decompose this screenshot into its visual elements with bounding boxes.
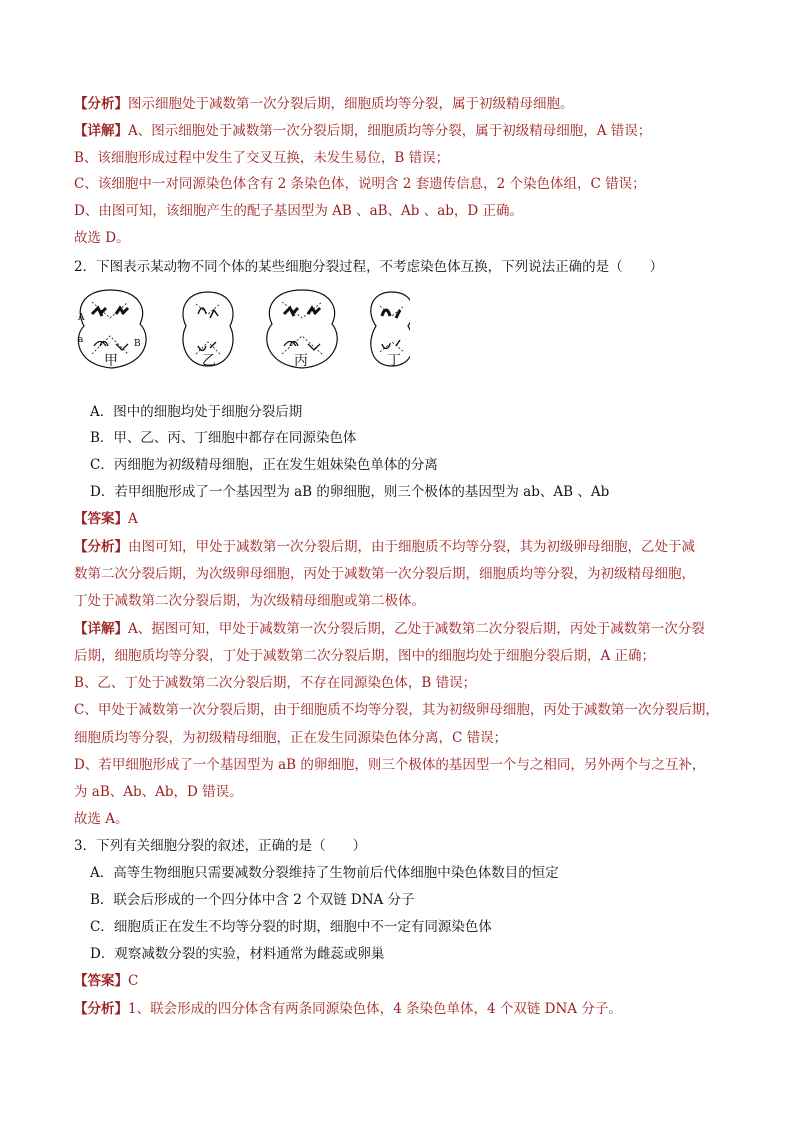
section-tag: 【分析】 xyxy=(74,539,128,555)
line-text: 细胞质均等分裂，为初级精母细胞，正在发生同源染色体分离，C 错误； xyxy=(74,730,508,746)
line-text: 由图可知，甲处于减数第一次分裂后期，由于细胞质不均等分裂，其为初级卵母细胞，乙处于减 xyxy=(128,539,695,555)
line-text: A、据图可知，甲处于减数第一次分裂后期，乙处于减数第二次分裂后期，丙处于减数第一次分裂 xyxy=(128,621,705,637)
text-line xyxy=(90,403,302,421)
line-text: 2．下图表示某动物不同个体的某些细胞分裂过程，不考虑染色体互换，下列说法正确的是（ ） xyxy=(74,259,664,275)
line-text: D．若甲细胞形成了一个基因型为 aB 的卵细胞，则三个极体的基因型为 ab、AB 、Ab xyxy=(90,484,610,500)
line-text: B、该细胞形成过程中发生了交叉互换，未发生易位，B 错误； xyxy=(74,150,450,166)
text-line xyxy=(74,122,651,140)
section-tag: 【分析】 xyxy=(74,96,128,112)
text-line xyxy=(90,429,356,447)
section-tag: 【答案】 xyxy=(74,511,128,527)
caption-yi: 乙 xyxy=(202,353,216,369)
text-line xyxy=(74,647,655,665)
text-line xyxy=(74,592,425,610)
text-line xyxy=(74,538,695,556)
line-text: A xyxy=(128,511,138,527)
text-line xyxy=(74,810,129,828)
text-line xyxy=(74,674,476,692)
text-line xyxy=(74,837,366,855)
label-A: A xyxy=(78,313,85,323)
section-tag: 【答案】 xyxy=(74,973,128,989)
text-line xyxy=(74,1000,622,1018)
line-text: 为 aB、Ab、Ab，D 错误。 xyxy=(74,784,243,800)
text-line xyxy=(90,945,384,963)
line-text: 1、联会形成的四分体含有两条同源染色体，4 条染色单体，4 个双链 DNA 分子。 xyxy=(128,1001,622,1017)
line-text: A．高等生物细胞只需要减数分裂维持了生物前后代体细胞中染色体数目的恒定 xyxy=(90,865,559,881)
text-line xyxy=(90,864,559,882)
line-text: C、甲处于减数第一次分裂后期，由于细胞质不均等分裂，其为初级卵母细胞，丙处于减数第一次分裂后期， xyxy=(74,702,719,718)
text-line xyxy=(90,456,438,474)
line-text: D、若甲细胞形成了一个基因型为 aB 的卵细胞，则三个极体的基因型一个与之相同，另外两个与之互补， xyxy=(74,757,706,773)
label-a: a xyxy=(78,335,84,345)
text-line xyxy=(74,95,574,113)
text-line xyxy=(74,756,705,774)
text-line xyxy=(74,258,663,276)
line-text: 图示细胞处于减数第一次分裂后期，细胞质均等分裂，属于初级精母细胞。 xyxy=(128,96,574,112)
line-text: 数第二次分裂后期，为次级卵母细胞，丙处于减数第一次分裂后期，细胞质均等分裂，为初级精母细胞， xyxy=(74,566,695,582)
text-line xyxy=(74,229,130,247)
line-text: B．甲、乙、丙、丁细胞中都存在同源染色体 xyxy=(90,430,357,446)
text-line xyxy=(74,701,719,719)
text-line xyxy=(74,729,507,747)
line-text: A、图示细胞处于减数第一次分裂后期，细胞质均等分裂，属于初级精母细胞，A 错误； xyxy=(128,123,652,139)
line-text: 丁处于减数第二次分裂后期，为次级精母细胞或第二极体。 xyxy=(74,593,425,609)
caption-bing: 丙 xyxy=(294,353,308,369)
line-text: C xyxy=(128,973,139,989)
line-text: 故选 A。 xyxy=(74,811,129,827)
section-tag: 【详解】 xyxy=(74,621,128,637)
text-line xyxy=(74,510,138,528)
text-line xyxy=(74,783,243,801)
line-text: B、乙、丁处于减数第二次分裂后期，不存在同源染色体，B 错误； xyxy=(74,675,477,691)
line-text: C．丙细胞为初级精母细胞，正在发生姐妹染色单体的分离 xyxy=(90,457,438,473)
line-text: A．图中的细胞均处于细胞分裂后期 xyxy=(90,404,303,420)
section-tag: 【分析】 xyxy=(74,1001,128,1017)
text-line xyxy=(90,483,609,501)
text-line xyxy=(74,565,695,583)
line-text: 故选 D。 xyxy=(74,230,130,246)
text-line xyxy=(90,891,415,909)
text-line xyxy=(74,202,523,220)
text-line xyxy=(74,620,705,638)
line-text: C．细胞质正在发生不均等分裂的时期，细胞中不一定有同源染色体 xyxy=(90,919,492,935)
line-text: 后期，细胞质均等分裂，丁处于减数第二次分裂后期，图中的细胞均处于细胞分裂后期，A 正确； xyxy=(74,648,656,664)
line-text: D．观察减数分裂的实验，材料通常为雌蕊或卵巢 xyxy=(90,946,385,962)
line-text: B．联会后形成的一个四分体中含 2 个双链 DNA 分子 xyxy=(90,892,415,908)
section-tag: 【详解】 xyxy=(74,123,128,139)
line-text: D、由图可知，该细胞产生的配子基因型为 AB 、aB、Ab 、ab，D 正确。 xyxy=(74,203,524,219)
line-text: C、该细胞中一对同源染色体含有 2 条染色体，说明含 2 套遗传信息，2 个染色体组，C 错误； xyxy=(74,176,646,192)
caption-ding: 丁 xyxy=(387,353,401,369)
text-line xyxy=(74,972,138,990)
line-text: 3．下列有关细胞分裂的叙述，正确的是（ ） xyxy=(74,838,367,854)
label-B: B xyxy=(134,339,141,349)
text-line xyxy=(74,149,449,167)
text-line xyxy=(74,175,646,193)
text-line xyxy=(90,918,492,936)
caption-jia: 甲 xyxy=(104,353,118,369)
